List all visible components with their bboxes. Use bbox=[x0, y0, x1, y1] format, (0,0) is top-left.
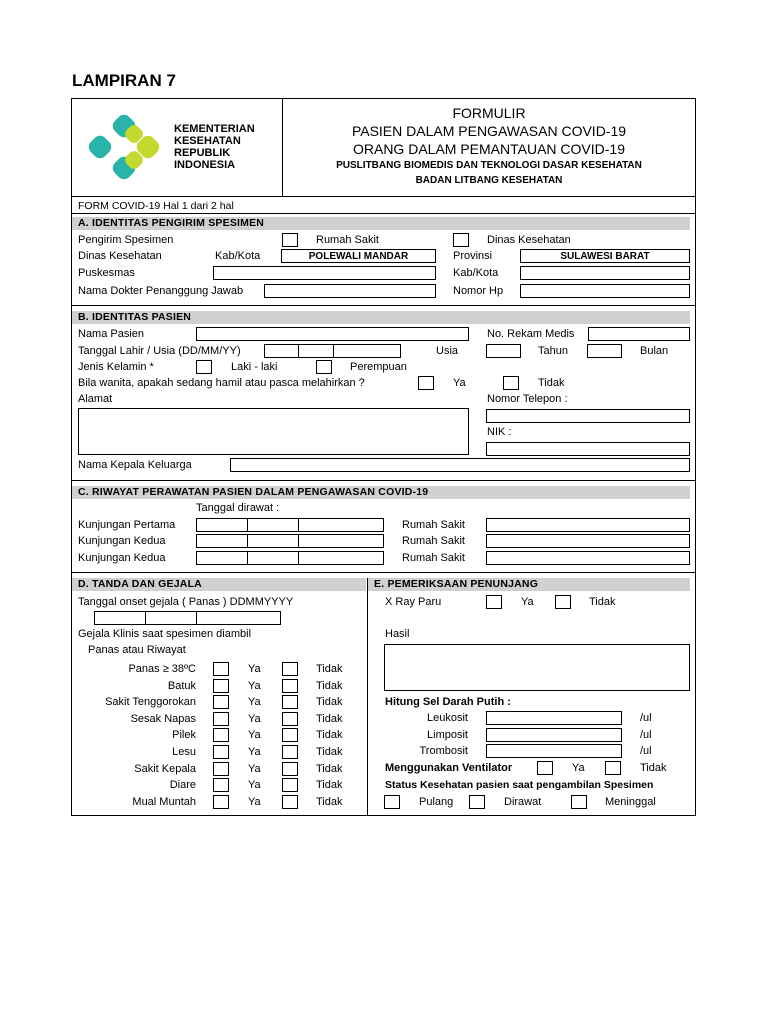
kemenkes-logo-icon bbox=[86, 112, 162, 182]
label-kunjungan: Kunjungan Kedua bbox=[78, 552, 166, 564]
nama-pasien-field[interactable] bbox=[196, 327, 469, 341]
logo-text bbox=[174, 123, 255, 171]
date-divider bbox=[247, 518, 248, 532]
hasil-field[interactable] bbox=[384, 644, 690, 691]
kab-kota-2-field[interactable] bbox=[520, 266, 690, 280]
label-laki-laki: Laki - laki bbox=[231, 361, 278, 373]
symptom-ya-checkbox[interactable] bbox=[213, 745, 229, 759]
logo-line: REPUBLIK bbox=[174, 147, 231, 159]
label-gejala-klinis: Gejala Klinis saat spesimen diambil bbox=[78, 628, 252, 640]
hamil-ya-checkbox[interactable] bbox=[418, 376, 434, 390]
symptom-ya-label: Ya bbox=[248, 746, 261, 758]
alamat-field[interactable] bbox=[78, 408, 469, 455]
symptom-tidak-checkbox[interactable] bbox=[282, 728, 298, 742]
label-jenis-kelamin: Jenis Kelamin * bbox=[78, 361, 154, 373]
label-dinas-kesehatan: Dinas Kesehatan bbox=[78, 250, 162, 262]
kab-kota-field[interactable] bbox=[281, 249, 436, 263]
label-dirawat: Dirawat bbox=[504, 796, 542, 808]
symptom-tidak-checkbox[interactable] bbox=[282, 695, 298, 709]
section-b-header: B. IDENTITAS PASIEN bbox=[72, 311, 690, 324]
logo-line: INDONESIA bbox=[174, 159, 236, 171]
rs-field[interactable] bbox=[486, 534, 690, 548]
symptom-ya-label: Ya bbox=[248, 680, 261, 692]
xray-tidak-checkbox[interactable] bbox=[555, 595, 571, 609]
kab-kota-value: POLEWALI MANDAR bbox=[308, 251, 409, 262]
symptom-tidak-checkbox[interactable] bbox=[282, 712, 298, 726]
kunjungan-date-field[interactable] bbox=[196, 551, 384, 565]
symptom-tidak-label: Tidak bbox=[316, 779, 343, 791]
symptom-tidak-label: Tidak bbox=[316, 796, 343, 808]
symptom-label: Pilek bbox=[172, 729, 196, 741]
date-divider bbox=[298, 518, 299, 532]
symptom-ya-checkbox[interactable] bbox=[213, 762, 229, 776]
label-panas-riwayat: Panas atau Riwayat bbox=[88, 644, 186, 656]
leukosit-field[interactable] bbox=[486, 711, 622, 725]
symptom-tidak-checkbox[interactable] bbox=[282, 662, 298, 676]
label-puskesmas: Puskesmas bbox=[78, 267, 135, 279]
label-rs: Rumah Sakit bbox=[402, 552, 465, 564]
symptom-tidak-checkbox[interactable] bbox=[282, 745, 298, 759]
label-rekam-medis: No. Rekam Medis bbox=[487, 328, 575, 340]
symptom-tidak-label: Tidak bbox=[316, 713, 343, 725]
label-pengirim: Pengirim Spesimen bbox=[78, 234, 174, 246]
date-divider bbox=[298, 344, 299, 358]
symptom-tidak-label: Tidak bbox=[316, 746, 343, 758]
label-nama-pasien: Nama Pasien bbox=[78, 328, 145, 340]
symptom-ya-label: Ya bbox=[248, 763, 261, 775]
header-line: PASIEN DALAM PENGAWASAN COVID-19 bbox=[351, 123, 627, 139]
label-nik: NIK : bbox=[487, 426, 512, 438]
label-kunjungan: Kunjungan Kedua bbox=[78, 535, 166, 547]
symptom-tidak-checkbox[interactable] bbox=[282, 778, 298, 792]
section-a-header: A. IDENTITAS PENGIRIM SPESIMEN bbox=[72, 217, 690, 230]
label-limposit: Limposit bbox=[427, 729, 468, 741]
label-tanggal-lahir: Tanggal Lahir / Usia (DD/MM/YY) bbox=[78, 345, 241, 357]
rumah-sakit-checkbox[interactable] bbox=[282, 233, 298, 247]
page-title: LAMPIRAN 7 bbox=[72, 71, 176, 90]
header-line: FORMULIR bbox=[452, 105, 526, 121]
symptom-tidak-label: Tidak bbox=[316, 696, 343, 708]
symptom-label: Lesu bbox=[172, 746, 196, 758]
label-tahun: Tahun bbox=[538, 345, 568, 357]
rekam-medis-field[interactable] bbox=[588, 327, 690, 341]
symptom-label: Panas ≥ 38ºC bbox=[128, 663, 196, 675]
label-onset: Tanggal onset gejala ( Panas ) DDMMYYYY bbox=[78, 596, 294, 608]
label-xray-tidak: Tidak bbox=[589, 596, 616, 608]
limposit-field[interactable] bbox=[486, 728, 622, 742]
trombosit-field[interactable] bbox=[486, 744, 622, 758]
symptom-ya-label: Ya bbox=[248, 696, 261, 708]
header-subline: BADAN LITBANG KESEHATAN bbox=[415, 175, 563, 186]
ventilator-tidak-checkbox[interactable] bbox=[605, 761, 621, 775]
xray-ya-checkbox[interactable] bbox=[486, 595, 502, 609]
symptom-ya-checkbox[interactable] bbox=[213, 712, 229, 726]
onset-date-field[interactable] bbox=[94, 611, 281, 625]
label-hasil: Hasil bbox=[385, 628, 410, 640]
label-nomor-hp: Nomor Hp bbox=[453, 285, 504, 297]
label-pulang: Pulang bbox=[419, 796, 454, 808]
symptom-tidak-checkbox[interactable] bbox=[282, 795, 298, 809]
symptom-tidak-checkbox[interactable] bbox=[282, 762, 298, 776]
section-b-bottom bbox=[71, 480, 696, 481]
date-divider bbox=[298, 534, 299, 548]
date-divider bbox=[333, 344, 334, 358]
symptom-tidak-label: Tidak bbox=[316, 663, 343, 675]
label-telepon: Nomor Telepon : bbox=[487, 393, 568, 405]
date-divider bbox=[247, 534, 248, 548]
label-status: Status Kesehatan pasien saat pengambilan Spesimen bbox=[385, 779, 654, 791]
label-ventilator-ya: Ya bbox=[572, 762, 585, 774]
label-dokter: Nama Dokter Penanggung Jawab bbox=[78, 285, 244, 297]
symptom-tidak-checkbox[interactable] bbox=[282, 679, 298, 693]
section-e-header: E. PEMERIKSAAN PENUNJANG bbox=[368, 578, 690, 591]
usia-tahun-field[interactable] bbox=[486, 344, 521, 358]
symptom-ya-label: Ya bbox=[248, 713, 261, 725]
symptom-label: Sesak Napas bbox=[130, 713, 196, 725]
section-c-header: C. RIWAYAT PERAWATAN PASIEN DALAM PENGAWASAN COVID-19 bbox=[72, 486, 690, 499]
label-rs: Rumah Sakit bbox=[402, 519, 465, 531]
provinsi-field[interactable] bbox=[520, 249, 690, 263]
nomor-hp-field[interactable] bbox=[520, 284, 690, 298]
header-titles bbox=[283, 104, 695, 188]
hamil-tidak-checkbox[interactable] bbox=[503, 376, 519, 390]
symptom-ya-label: Ya bbox=[248, 663, 261, 675]
date-divider bbox=[298, 551, 299, 565]
symptom-label: Sakit Kepala bbox=[134, 763, 196, 775]
form-info: FORM COVID-19 Hal 1 dari 2 hal bbox=[78, 200, 234, 212]
symptom-ya-label: Ya bbox=[248, 729, 261, 741]
logo-line: KEMENTERIAN bbox=[174, 123, 255, 135]
provinsi-value: SULAWESI BARAT bbox=[560, 251, 650, 262]
label-ya: Ya bbox=[453, 377, 466, 389]
section-c-bottom bbox=[71, 572, 696, 573]
header-divider bbox=[71, 196, 696, 197]
telepon-field[interactable] bbox=[486, 409, 690, 423]
section-a-bottom bbox=[71, 305, 696, 306]
symptom-ya-checkbox[interactable] bbox=[213, 795, 229, 809]
label-ventilator: Menggunakan Ventilator bbox=[385, 762, 513, 774]
label-kunjungan: Kunjungan Pertama bbox=[78, 519, 176, 531]
rs-field[interactable] bbox=[486, 551, 690, 565]
section-d-header: D. TANDA DAN GEJALA bbox=[72, 578, 366, 591]
label-kab-kota: Kab/Kota bbox=[215, 250, 261, 262]
puskesmas-field[interactable] bbox=[213, 266, 436, 280]
pulang-checkbox[interactable] bbox=[384, 795, 400, 809]
label-alamat: Alamat bbox=[78, 393, 113, 405]
symptom-ya-checkbox[interactable] bbox=[213, 778, 229, 792]
date-divider bbox=[247, 551, 248, 565]
dokter-field[interactable] bbox=[264, 284, 436, 298]
label-perempuan: Perempuan bbox=[350, 361, 407, 373]
label-hitung-sel: Hitung Sel Darah Putih : bbox=[385, 696, 511, 708]
label-leukosit: Leukosit bbox=[427, 712, 468, 724]
unit-ul: /ul bbox=[640, 729, 652, 741]
unit-ul: /ul bbox=[640, 745, 652, 757]
kunjungan-date-field[interactable] bbox=[196, 518, 384, 532]
nik-field[interactable] bbox=[486, 442, 690, 456]
kepala-keluarga-field[interactable] bbox=[230, 458, 690, 472]
dirawat-checkbox[interactable] bbox=[469, 795, 485, 809]
d-e-divider bbox=[367, 578, 368, 816]
kunjungan-date-field[interactable] bbox=[196, 534, 384, 548]
label-rs: Rumah Sakit bbox=[402, 535, 465, 547]
symptom-ya-checkbox[interactable] bbox=[213, 679, 229, 693]
label-dinas-opt: Dinas Kesehatan bbox=[487, 234, 571, 246]
label-trombosit: Trombosit bbox=[419, 745, 468, 757]
date-divider bbox=[145, 611, 146, 625]
header-line: ORANG DALAM PEMANTAUAN COVID-19 bbox=[352, 141, 625, 157]
label-ventilator-tidak: Tidak bbox=[640, 762, 667, 774]
meninggal-checkbox[interactable] bbox=[571, 795, 587, 809]
label-usia: Usia bbox=[436, 345, 459, 357]
logo-line: KESEHATAN bbox=[174, 135, 241, 147]
label-rumah-sakit: Rumah Sakit bbox=[316, 234, 379, 246]
symptom-label: Batuk bbox=[167, 680, 196, 692]
header-subline: PUSLITBANG BIOMEDIS DAN TEKNOLOGI DASAR KESEHATAN bbox=[336, 160, 642, 171]
symptom-ya-label: Ya bbox=[248, 796, 261, 808]
label-tanggal-dirawat: Tanggal dirawat : bbox=[196, 502, 280, 514]
rs-field[interactable] bbox=[486, 518, 690, 532]
symptom-label: Mual Muntah bbox=[132, 796, 196, 808]
laki-laki-checkbox[interactable] bbox=[196, 360, 212, 374]
label-xray: X Ray Paru bbox=[385, 596, 442, 608]
symptom-label: Diare bbox=[169, 779, 196, 791]
symptom-label: Sakit Tenggorokan bbox=[105, 696, 196, 708]
symptom-tidak-label: Tidak bbox=[316, 729, 343, 741]
dinas-kesehatan-checkbox[interactable] bbox=[453, 233, 469, 247]
label-hamil: Bila wanita, apakah sedang hamil atau pasca melahirkan ? bbox=[78, 377, 365, 389]
usia-bulan-field[interactable] bbox=[587, 344, 622, 358]
label-kab-kota-2: Kab/Kota bbox=[453, 267, 499, 279]
symptom-tidak-label: Tidak bbox=[316, 763, 343, 775]
symptom-ya-checkbox[interactable] bbox=[213, 728, 229, 742]
info-divider bbox=[71, 213, 696, 214]
label-meninggal: Meninggal bbox=[605, 796, 656, 808]
symptom-ya-checkbox[interactable] bbox=[213, 695, 229, 709]
label-tidak: Tidak bbox=[538, 377, 565, 389]
unit-ul: /ul bbox=[640, 712, 652, 724]
perempuan-checkbox[interactable] bbox=[316, 360, 332, 374]
label-xray-ya: Ya bbox=[521, 596, 534, 608]
label-kepala-keluarga: Nama Kepala Keluarga bbox=[78, 459, 192, 471]
symptom-ya-label: Ya bbox=[248, 779, 261, 791]
date-divider bbox=[196, 611, 197, 625]
ventilator-ya-checkbox[interactable] bbox=[537, 761, 553, 775]
symptom-tidak-label: Tidak bbox=[316, 680, 343, 692]
label-bulan: Bulan bbox=[640, 345, 669, 357]
label-provinsi: Provinsi bbox=[453, 250, 493, 262]
symptom-ya-checkbox[interactable] bbox=[213, 662, 229, 676]
